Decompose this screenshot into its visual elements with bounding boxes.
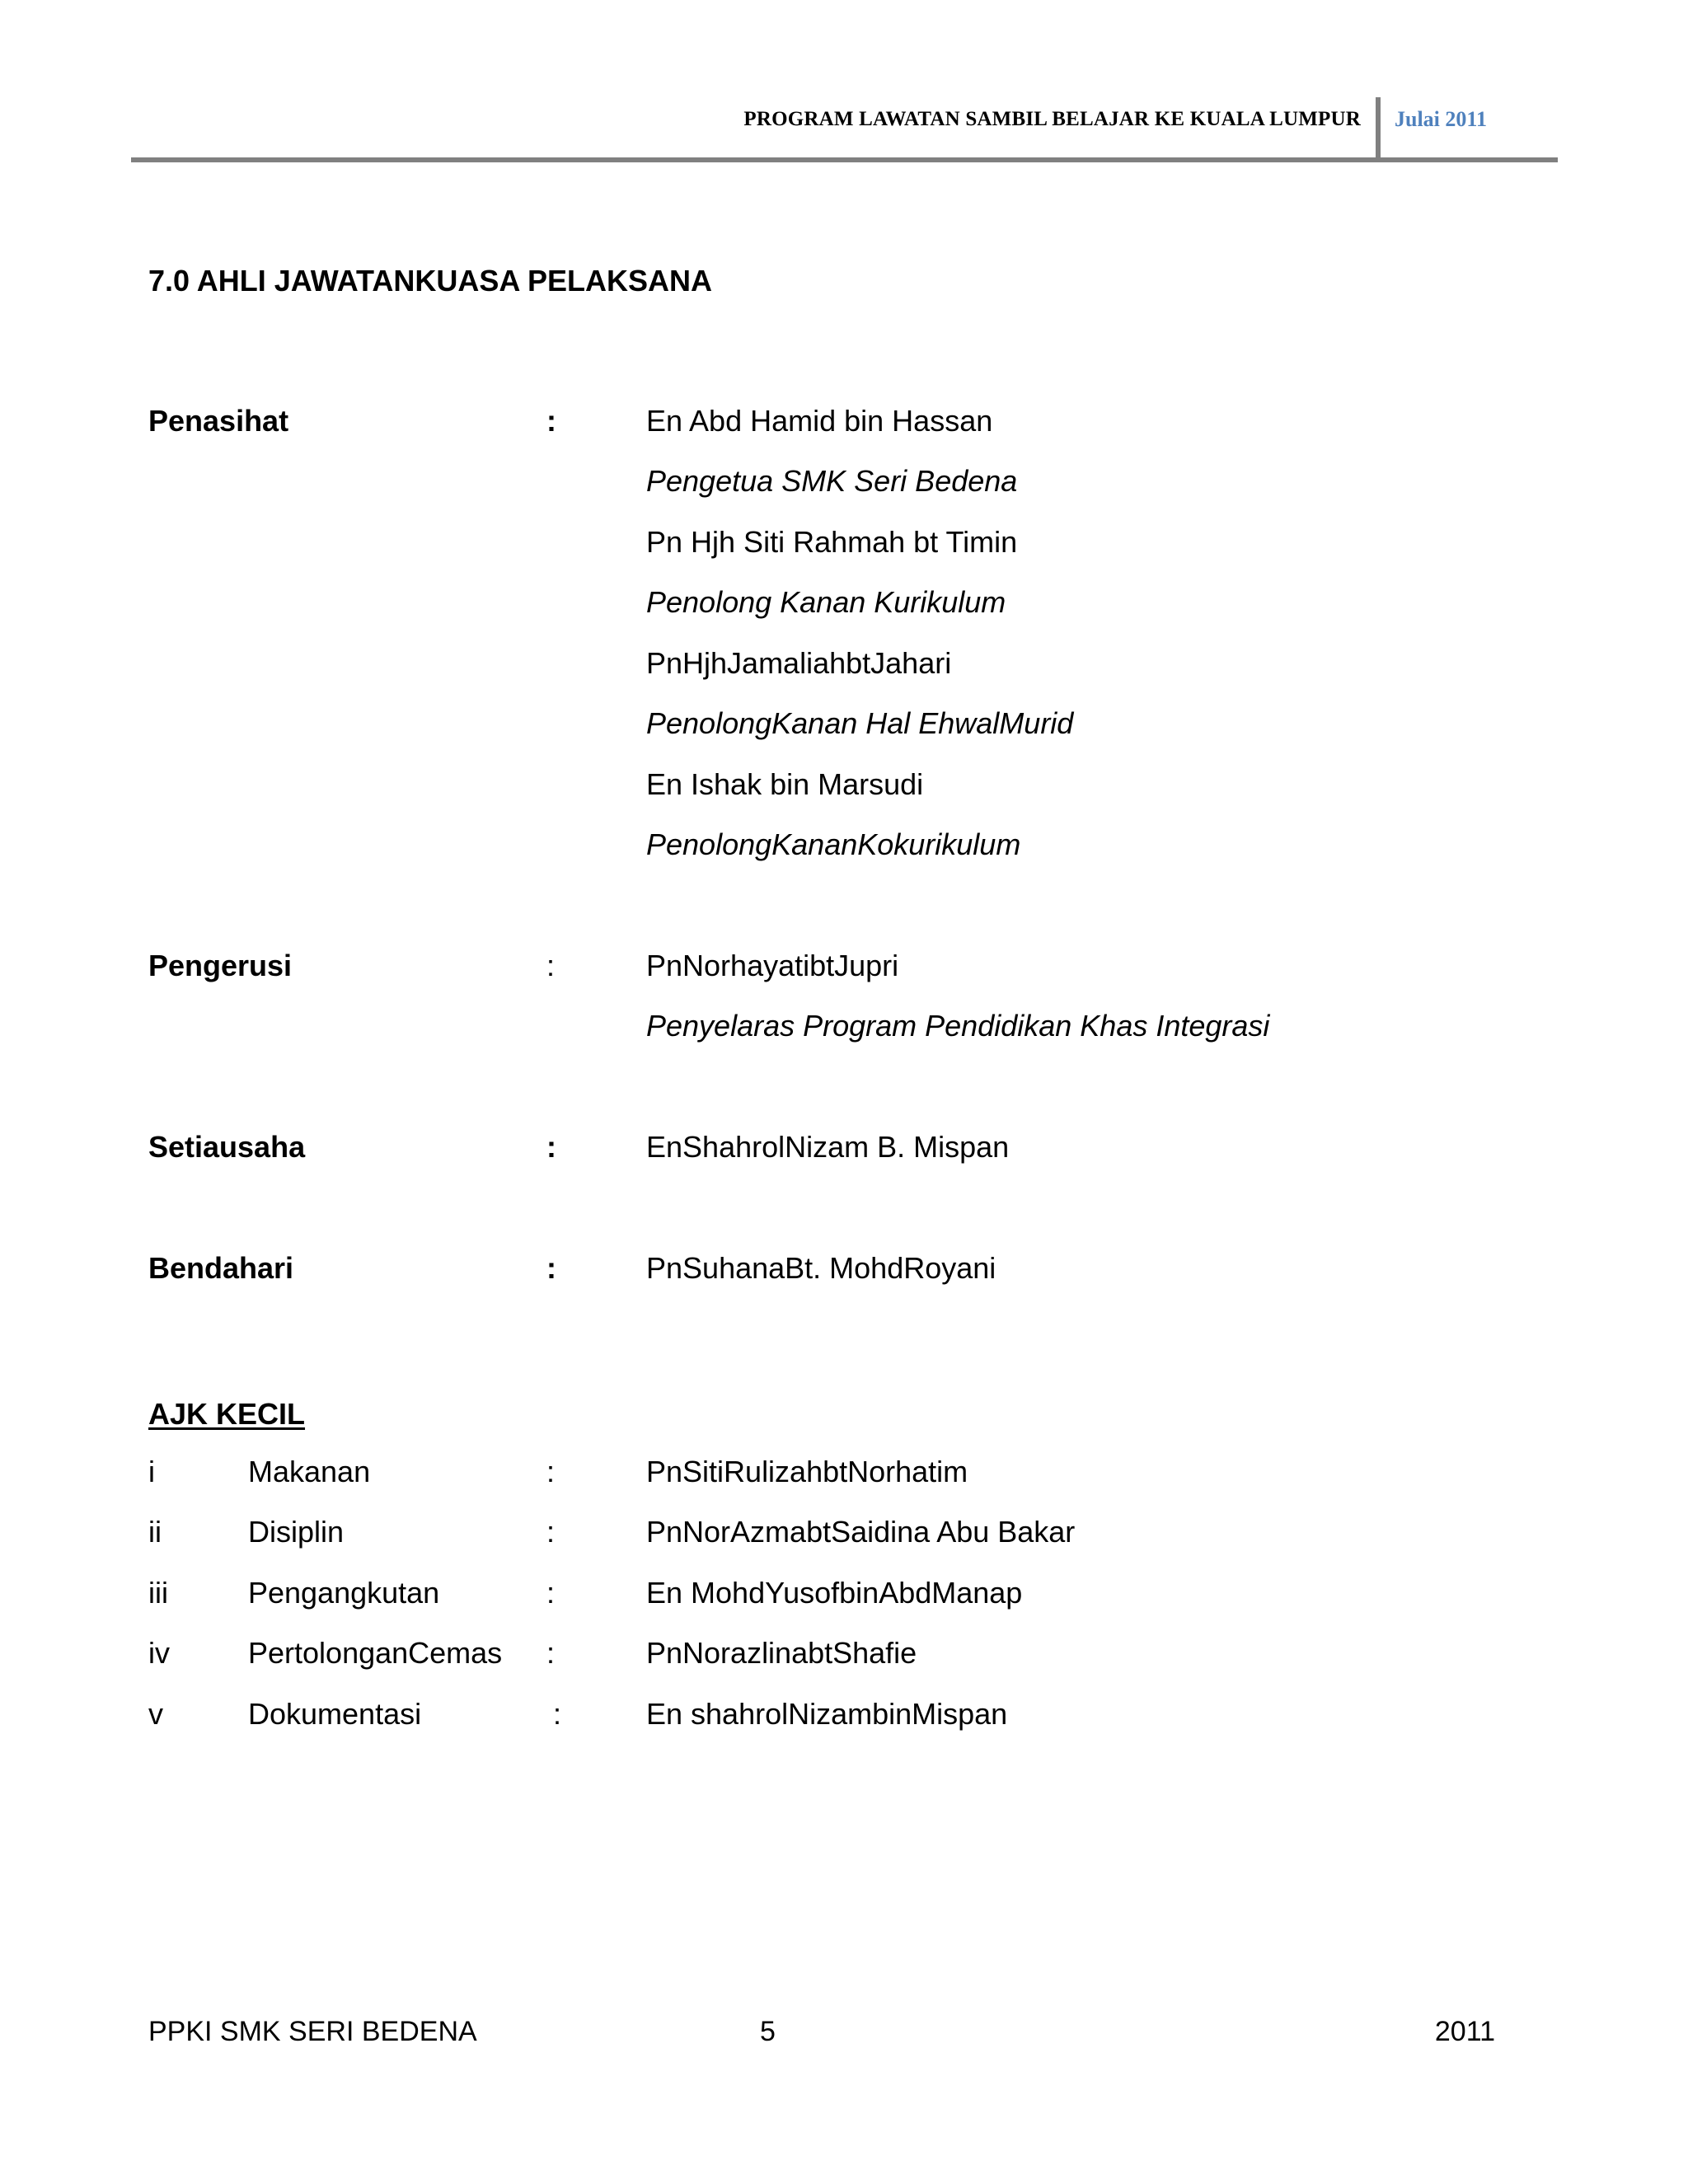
header-date: Julai 2011 xyxy=(1395,107,1487,131)
ajk-item-2-label: Disiplin xyxy=(248,1515,345,1549)
footer-page-number: 5 xyxy=(760,2016,776,2047)
ajk-item-4-label: PertolonganCemas xyxy=(248,1636,503,1670)
ajk-item-3-label: Pengangkutan xyxy=(248,1576,440,1610)
bendahari-value: PnSuhanaBt. MohdRoyani xyxy=(646,1251,996,1285)
ajk-item-5-colon: : xyxy=(553,1697,562,1731)
penasihat-line-5: PnHjhJamaliahbtJahari xyxy=(646,646,952,680)
ajk-item-5-value: En shahrolNizambinMispan xyxy=(646,1697,1008,1731)
ajk-item-2-value: PnNorAzmabtSaidina Abu Bakar xyxy=(646,1515,1076,1549)
ajk-item-2-colon: : xyxy=(546,1515,556,1549)
pengerusi-line-2: Penyelaras Program Pendidikan Khas Integrasi xyxy=(646,1009,1270,1043)
ajk-item-3-value: En MohdYusofbinAbdManap xyxy=(646,1576,1023,1610)
ajk-item-2-num: ii xyxy=(148,1515,162,1549)
ajk-item-4-value: PnNorazlinabtShafie xyxy=(646,1636,917,1670)
footer-year: 2011 xyxy=(1434,2016,1495,2047)
ajk-item-4-num: iv xyxy=(148,1636,170,1670)
penasihat-line-8: PenolongKananKokurikulum xyxy=(646,827,1021,861)
penasihat-line-1: En Abd Hamid bin Hassan xyxy=(646,404,993,438)
bendahari-colon: : xyxy=(546,1251,556,1285)
ajk-item-1-colon: : xyxy=(546,1455,556,1488)
pengerusi-colon: : xyxy=(546,949,556,982)
header-title: PROGRAM LAWATAN SAMBIL BELAJAR KE KUALA LUMPUR xyxy=(743,108,1361,130)
pengerusi-label: Pengerusi xyxy=(148,949,293,982)
setiausaha-colon: : xyxy=(546,1130,556,1164)
ajk-item-4-colon: : xyxy=(546,1636,556,1670)
penasihat-line-2: Pengetua SMK Seri Bedena xyxy=(646,464,1018,498)
ajk-item-5-label: Dokumentasi xyxy=(248,1697,422,1731)
ajk-item-3-colon: : xyxy=(546,1576,556,1610)
section-title: 7.0 AHLI JAWATANKUASA PELAKSANA xyxy=(148,264,713,298)
ajk-item-1-label: Makanan xyxy=(248,1455,371,1488)
setiausaha-label: Setiausaha xyxy=(148,1130,306,1164)
ajk-item-5-num: v xyxy=(148,1697,163,1731)
ajk-item-3-num: iii xyxy=(148,1576,168,1610)
penasihat-colon: : xyxy=(546,404,556,438)
penasihat-line-6: PenolongKanan Hal EhwalMurid xyxy=(646,706,1074,740)
penasihat-label: Penasihat xyxy=(148,404,289,438)
penasihat-line-3: Pn Hjh Siti Rahmah bt Timin xyxy=(646,525,1018,559)
ajk-kecil-heading: AJK KECIL xyxy=(148,1397,306,1431)
footer-left: PPKI SMK SERI BEDENA xyxy=(148,2016,477,2047)
header-rule xyxy=(131,157,1558,162)
penasihat-line-7: En Ishak bin Marsudi xyxy=(646,767,924,801)
pengerusi-line-1: PnNorhayatibtJupri xyxy=(646,949,899,982)
header-separator xyxy=(1376,97,1381,162)
penasihat-line-4: Penolong Kanan Kurikulum xyxy=(646,585,1006,619)
bendahari-label: Bendahari xyxy=(148,1251,294,1285)
ajk-item-1-value: PnSitiRulizahbtNorhatim xyxy=(646,1455,968,1488)
ajk-item-1-num: i xyxy=(148,1455,155,1488)
setiausaha-value: EnShahrolNizam B. Mispan xyxy=(646,1130,1010,1164)
